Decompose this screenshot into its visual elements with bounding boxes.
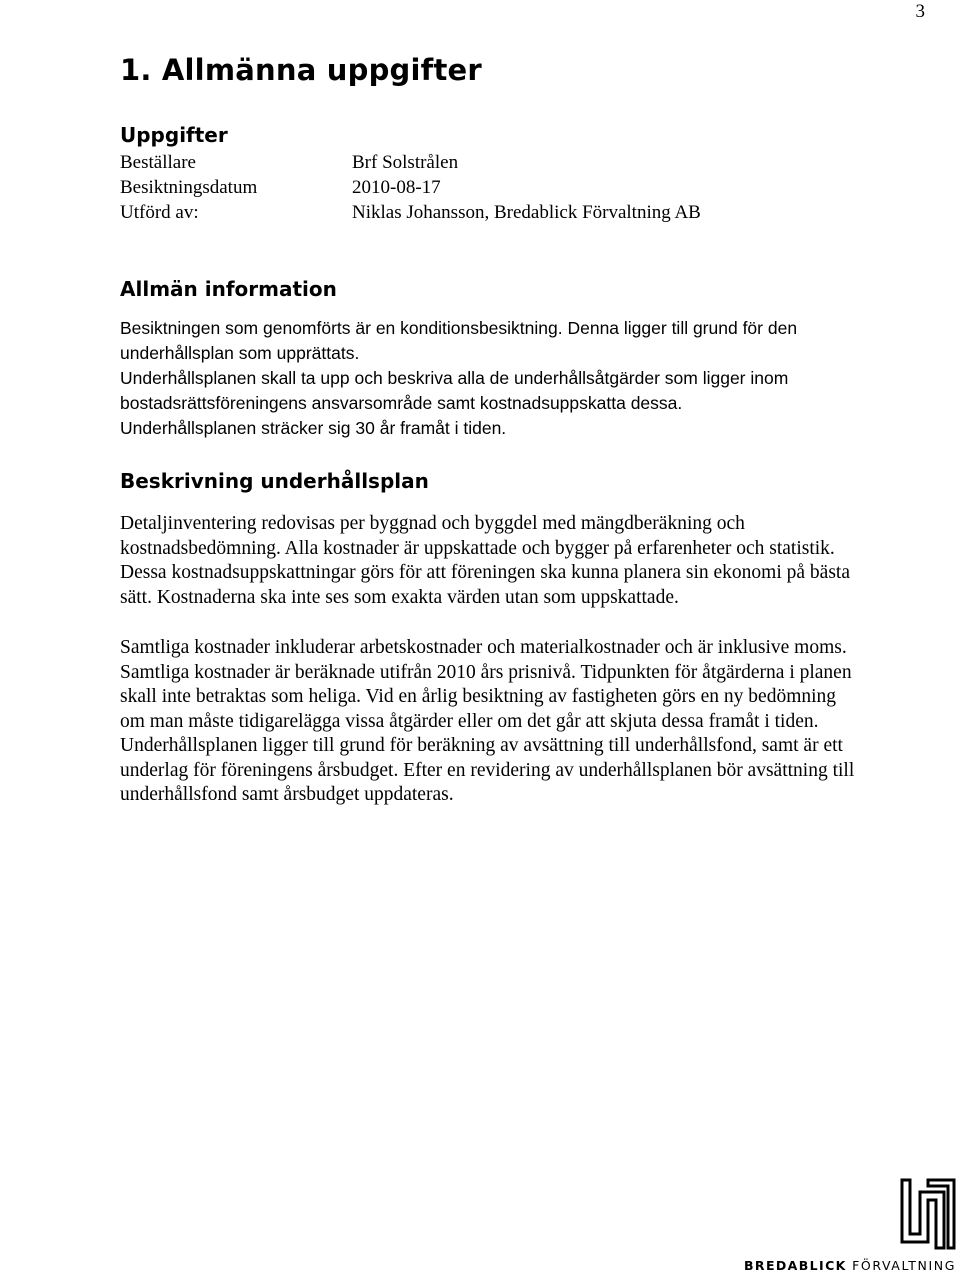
- info-row-utford-av: [120, 200, 701, 225]
- logo-word-forvaltning: FÖRVALTNING: [852, 1258, 957, 1273]
- text-line: Underhållsplanen ligger till grund för beräkning av avsättning till underhållsfond, samt är ett: [120, 735, 843, 756]
- text-line: Dessa kostnadsuppskattningar görs för att föreningen ska kunna planera sin ekonomi på bästa: [120, 562, 850, 583]
- section-heading-uppgifter: Uppgifter: [120, 123, 228, 147]
- info-value: Brf Solstrålen: [352, 152, 459, 173]
- beskrivning-paragraph-2: [120, 636, 920, 808]
- bredablick-logo: [744, 1172, 959, 1278]
- info-label: Besiktningsdatum: [120, 177, 258, 198]
- text-line: Samtliga kostnader inkluderar arbetskostnader och materialkostnader och är inklusive moms.: [120, 637, 847, 658]
- text-line: om man måste tidigarelägga vissa åtgärder eller om det går att skjuta dessa framåt i tiden.: [120, 710, 819, 732]
- page-number: 3: [915, 1, 925, 22]
- info-label: Utförd av:: [120, 202, 199, 223]
- bredablick-logo-mark-icon: [744, 1172, 959, 1258]
- text-line: Samtliga kostnader är beräknade utifrån 2010 års prisnivå. Tidpunkten för åtgärderna i planen: [120, 661, 852, 683]
- logo-word-bredablick: BREDABLICK: [744, 1258, 847, 1273]
- allman-paragraph: [120, 316, 920, 441]
- page-title: 1. Allmänna uppgifter: [120, 53, 482, 87]
- info-row-besiktningsdatum: [120, 175, 701, 200]
- text-line: underlag för föreningens årsbudget. Efter en revidering av underhållsplanen bör avsättning till: [120, 759, 855, 781]
- info-row-bestallare: [120, 150, 701, 175]
- beskrivning-paragraph-1: [120, 512, 920, 610]
- info-table: [120, 150, 701, 225]
- text-line: Underhållsplanen skall ta upp och beskriva alla de underhållsåtgärder som ligger inom: [120, 368, 789, 388]
- section-heading-allman-information: Allmän information: [120, 277, 337, 301]
- text-line: skall inte betraktas som heliga. Vid en årlig besiktning av fastigheten görs en ny bedömning: [120, 686, 837, 707]
- section-heading-beskrivning: Beskrivning underhållsplan: [120, 469, 429, 493]
- info-value: 2010-08-17: [352, 177, 441, 198]
- text-line: Underhållsplanen sträcker sig 30 år framåt i tiden.: [120, 418, 507, 438]
- logo-text: [744, 1258, 956, 1274]
- info-label: Beställare: [120, 152, 196, 173]
- text-line: kostnadsbedömning. Alla kostnader är uppskattade och bygger på erfarenheter och statistik.: [120, 537, 835, 559]
- text-line: underhållsplan som upprättats.: [120, 343, 360, 363]
- info-value: Niklas Johansson, Bredablick Förvaltning AB: [352, 202, 701, 223]
- text-line: sätt. Kostnaderna ska inte ses som exakta värden utan som uppskattade.: [120, 586, 679, 608]
- text-line: underhållsfond samt årsbudget uppdateras.: [120, 784, 454, 805]
- text-line: bostadsrättsföreningens ansvarsområde samt kostnadsuppskatta dessa.: [120, 393, 683, 413]
- text-line: Detaljinventering redovisas per byggnad och byggdel med mängdberäkning och: [120, 513, 745, 534]
- text-line: Besiktningen som genomförts är en konditionsbesiktning. Denna ligger till grund för den: [120, 318, 798, 338]
